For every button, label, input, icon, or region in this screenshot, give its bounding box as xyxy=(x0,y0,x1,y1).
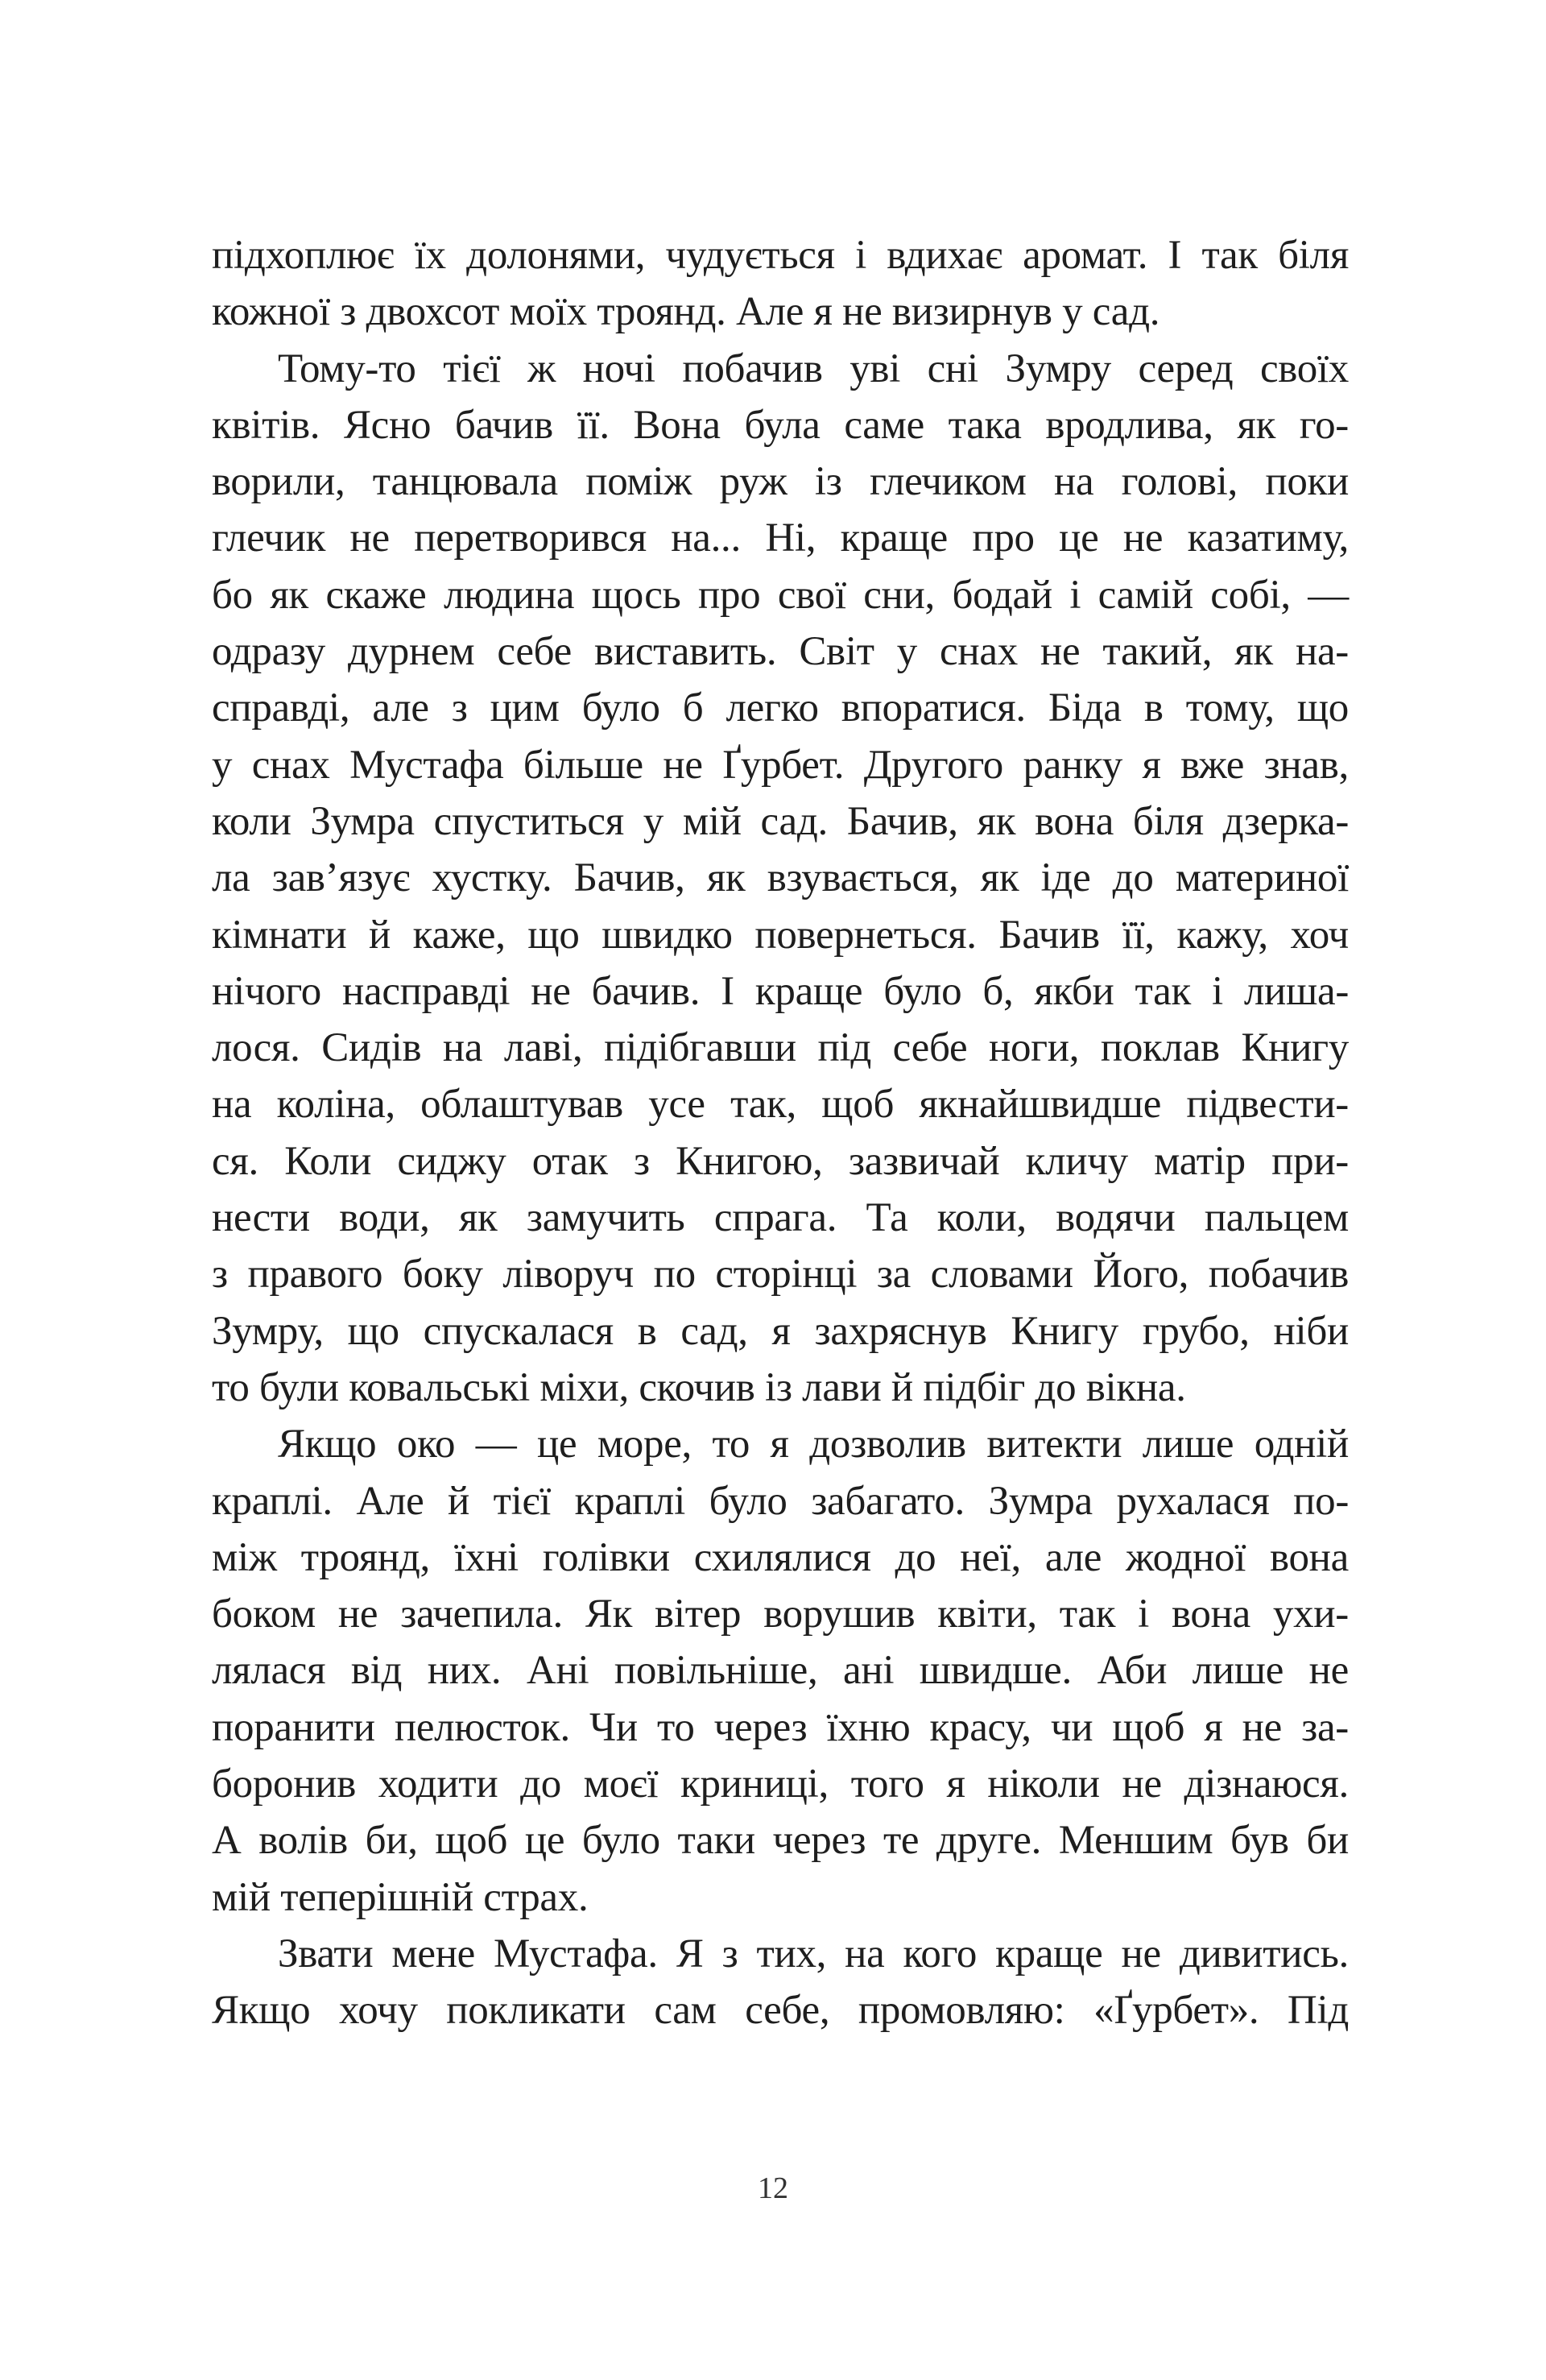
text-line: боком не зачепила. Як вітер ворушив квіти, так і вона ухи- xyxy=(212,1591,1349,1637)
text-line: з правого боку ліворуч по сторінці за словами Його, побачив xyxy=(212,1252,1349,1298)
text-line: нести води, як замучить спрага. Та коли, водячи пальцем xyxy=(212,1195,1349,1241)
text-line: глечик не перетворився на... Ні, краще про це не казатиму, xyxy=(212,515,1349,561)
text-line: лося. Сидів на лаві, підібгавши під себе ноги, поклав Книгу xyxy=(212,1025,1349,1071)
text-line: Звати мене Мустафа. Я з тих, на кого краще не дивитись. xyxy=(278,1931,1349,1976)
text-line: Зумру, що спускалася в сад, я захряснув Книгу грубо, ніби xyxy=(212,1308,1349,1354)
text-line: справді, але з цим було б легко впоратися. Біда в тому, що xyxy=(212,685,1349,731)
body-text xyxy=(212,227,1349,2039)
text-line: одразу дурнем себе виставить. Світ у снах не такий, як на- xyxy=(212,629,1349,675)
text-line: ла зав’язує хустку. Бачив, як взувається, як іде до материної xyxy=(212,855,1349,901)
text-line: Якщо хочу покликати сам себе, промовляю: «Ґурбет». Під xyxy=(212,1988,1349,2034)
text-line: Тому-то тієї ж ночі побачив уві сні Зумру серед своїх xyxy=(278,346,1349,391)
text-line: кожної з двохсот моїх троянд. Але я не визирнув у сад. xyxy=(212,289,1160,335)
page-number: 12 xyxy=(758,2171,788,2205)
text-line: на коліна, облаштував усе так, щоб якнайшвидше підвести- xyxy=(212,1082,1349,1128)
text-line: краплі. Але й тієї краплі було забагато. Зумра рухалася по- xyxy=(212,1478,1349,1524)
text-line: поранити пелюсток. Чи то через їхню красу, чи щоб я не за- xyxy=(212,1704,1349,1750)
text-line: ворили, танцювала поміж руж із глечиком на голові, поки xyxy=(212,459,1349,505)
text-line: мій теперішній страх. xyxy=(212,1874,589,1920)
text-line: між троянд, їхні голівки схилялися до неї, але жодної вона xyxy=(212,1534,1349,1580)
text-line: то були ковальські міхи, скочив із лави й підбіг до вікна. xyxy=(212,1364,1186,1410)
text-line: А волів би, щоб це було таки через те друге. Меншим був би xyxy=(212,1818,1349,1864)
text-line: підхоплює їх долонями, чудується і вдихає аромат. І так біля xyxy=(212,233,1349,278)
text-line: лялася від них. Ані повільніше, ані швидше. Аби лише не xyxy=(212,1648,1349,1694)
text-line: квітів. Ясно бачив її. Вона була саме така вродлива, як го- xyxy=(212,402,1349,448)
text-line: бо як скаже людина щось про свої сни, бодай і самій собі, — xyxy=(212,572,1349,618)
text-line: боронив ходити до моєї криниці, того я ніколи не дізнаюся. xyxy=(212,1761,1349,1807)
text-line: нічого насправді не бачив. І краще було б, якби так і лиша- xyxy=(212,968,1349,1014)
text-line: коли Зумра спуститься у мій сад. Бачив, як вона біля дзерка- xyxy=(212,798,1349,844)
text-line: ся. Коли сиджу отак з Книгою, зазвичай кличу матір при- xyxy=(212,1138,1349,1184)
text-line: Якщо око — це море, то я дозволив витекти лише одній xyxy=(278,1422,1349,1467)
text-line: у снах Мустафа більше не Ґурбет. Другого ранку я вже знав, xyxy=(212,742,1349,788)
text-line: кімнати й каже, що швидко повернеться. Бачив її, кажу, хоч xyxy=(212,912,1349,958)
